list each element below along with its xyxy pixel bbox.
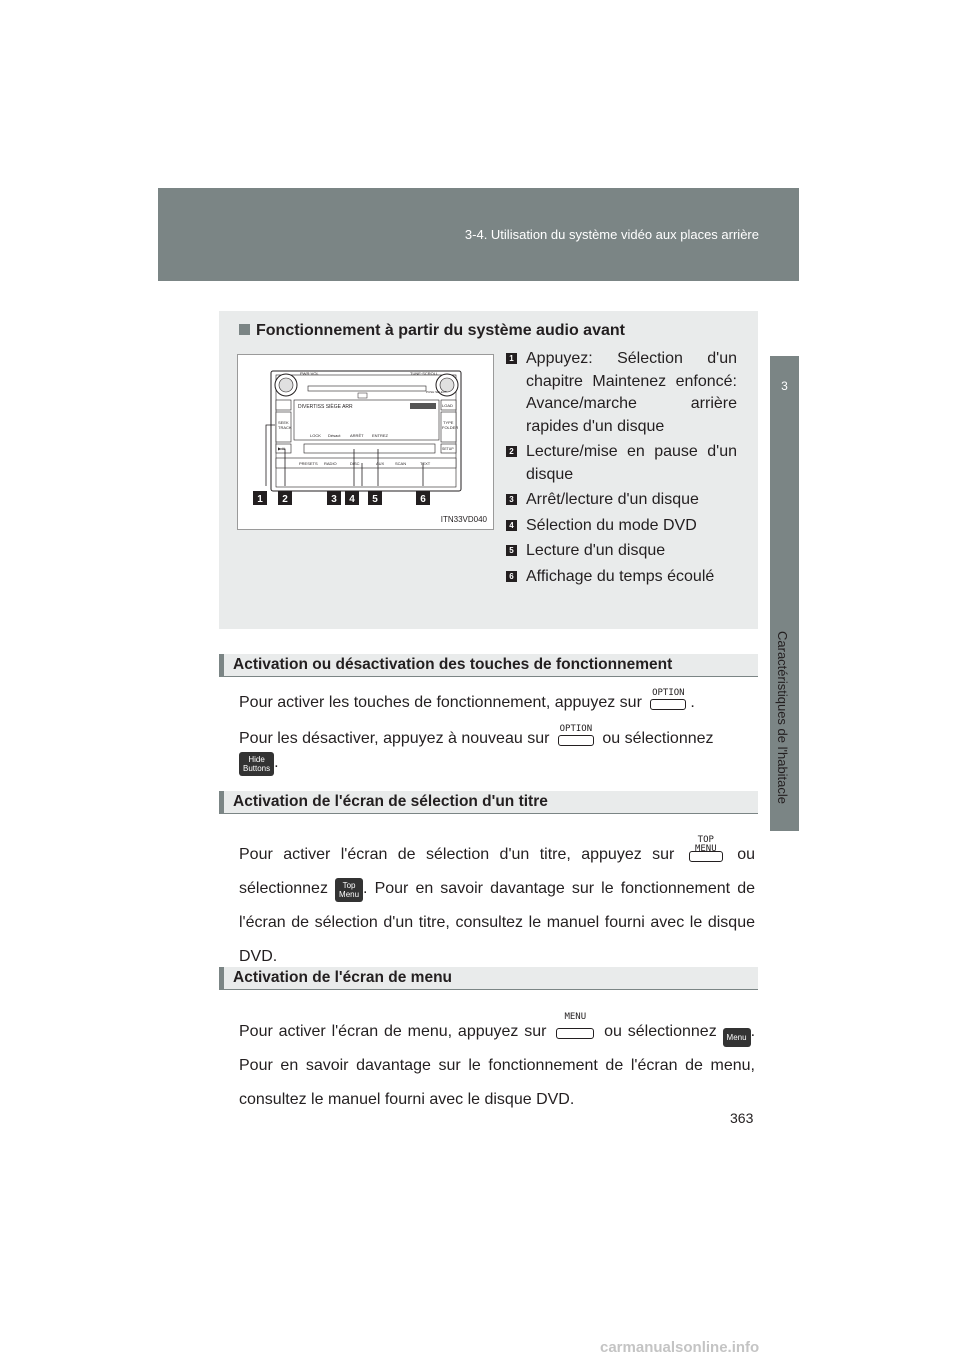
icon-label: OPTION: [559, 724, 593, 734]
svg-text:4: 4: [349, 494, 355, 505]
paragraph: [239, 1013, 755, 1117]
svg-text:1: 1: [257, 494, 263, 505]
icon-label: Menu: [339, 890, 360, 899]
icon-label: Hide: [248, 755, 265, 764]
fig-label-scan: SCAN: [395, 461, 407, 466]
side-tab-label-text: Caractéristiques de l'habitacle: [775, 631, 790, 805]
chapter-title: 3-4. Utilisation du système vidéo aux places arrière: [464, 227, 759, 242]
item-number: 6: [506, 571, 517, 582]
top-menu-icon: [335, 878, 363, 902]
fig-callout-3: [327, 491, 341, 505]
fig-callout-5: [368, 491, 382, 505]
menu-button-icon: [552, 1013, 598, 1039]
item-number: 2: [506, 446, 517, 457]
text-run: . Pour en savoir davantage sur le fonctionnement de l'écran de sélection d'un titre, consultez le manuel fourni avec le disque DVD.: [239, 880, 755, 965]
fig-label-text: TEXT: [420, 461, 431, 466]
svg-text:5: 5: [372, 494, 378, 505]
fig-label-aux: AUX: [376, 461, 385, 466]
item-text: Appuyez: Sélection d'un chapitre Maintenez enfoncé: Avance/marche arrière rapides d'un disque: [526, 350, 737, 435]
item-text: Affichage du temps écoulé: [526, 567, 715, 585]
figure-code: ITN33VD040: [440, 515, 487, 524]
item-text: Lecture d'un disque: [526, 542, 666, 559]
paragraph: [239, 725, 755, 776]
side-tab-number: 3: [781, 379, 788, 393]
fig-label-type: TYPE: [443, 420, 454, 425]
paragraph: [239, 836, 755, 974]
icon-label: Buttons: [243, 764, 271, 773]
section-heading-3: [219, 967, 758, 990]
list-item: [506, 515, 737, 538]
menu-icon: [723, 1028, 751, 1047]
item-number: 5: [506, 545, 517, 556]
fig-label-pwr: PWR·VOL: [300, 371, 319, 376]
option-button-icon: [554, 725, 598, 746]
option-button-icon: [646, 689, 690, 710]
fig-callout-6: [416, 491, 430, 505]
text-run: Pour activer les touches de fonctionnement, appuyez sur: [239, 694, 642, 711]
icon-label: TOP MENU: [694, 835, 717, 854]
text-run: ou sélectionnez: [604, 1023, 717, 1040]
list-item: [506, 441, 737, 486]
icon-label: MENU: [564, 1012, 587, 1022]
fig-label-disc: DISC: [350, 461, 360, 466]
chapter-header: [158, 188, 799, 281]
square-bullet-icon: [239, 324, 250, 335]
item-list: [506, 348, 737, 591]
info-box: [219, 311, 758, 629]
fig-callout-2: [278, 491, 292, 505]
audio-unit-figure: [237, 354, 494, 530]
svg-text:3: 3: [331, 494, 337, 505]
icon-label: OPTION: [652, 688, 685, 698]
fig-label-load: LOAD: [442, 403, 453, 408]
top-menu-button-icon: [685, 836, 727, 862]
fig-label-desact: Désact: [328, 433, 341, 438]
list-item: [506, 566, 737, 589]
box-title-text: Fonctionnement à partir du système audio avant: [256, 322, 625, 339]
text-run: . Pour en savoir davantage sur le fonctionnement de l'écran de menu, consultez le manuel fourni avec le disque DVD.: [239, 1023, 756, 1108]
fig-label-track: TRACK: [278, 425, 292, 430]
paragraph: [239, 689, 755, 715]
item-text: Sélection du mode DVD: [526, 516, 697, 534]
fig-label-folder: FOLDER: [442, 425, 459, 430]
list-item: [506, 540, 737, 563]
fig-label-presets: PRESETS: [299, 461, 318, 466]
section-heading-1: [219, 654, 758, 677]
svg-text:6: 6: [420, 494, 426, 505]
text-run: ou sélectionnez: [602, 730, 714, 747]
item-text: Lecture/mise en pause d'un disque: [526, 443, 737, 483]
fig-label-entrez: ENTREZ: [372, 433, 388, 438]
hide-buttons-icon: [239, 752, 274, 776]
svg-text:2: 2: [282, 494, 288, 505]
text-run: .: [274, 754, 279, 771]
section-title: Activation de l'écran de sélection d'un titre: [233, 793, 548, 810]
section-title: Activation de l'écran de menu: [233, 969, 453, 986]
fig-label-display: DIVERTISS SIÈGE ARR: [298, 404, 353, 410]
section-title: Activation ou désactivation des touches de fonctionnement: [233, 656, 673, 673]
side-tab-label: [770, 631, 794, 831]
page-number: 363: [730, 1110, 754, 1126]
icon-label: Top: [342, 881, 356, 890]
item-number: 4: [506, 520, 517, 531]
text-run: .: [690, 694, 695, 711]
fig-callout-1: [253, 491, 267, 505]
fig-label-tune: TUNE·SCROLL: [410, 371, 439, 376]
box-title: [239, 322, 625, 340]
list-item: [506, 348, 737, 438]
audio-unit-illustration: [238, 355, 493, 529]
text-run: Pour activer l'écran de menu, appuyez sur: [239, 1023, 547, 1040]
list-item: [506, 489, 737, 512]
fig-label-seek: SEEK: [278, 420, 289, 425]
fig-label-lock: LOCK: [310, 433, 321, 438]
text-run: Pour activer l'écran de sélection d'un titre, appuyez sur: [239, 846, 675, 863]
fig-callout-4: [345, 491, 359, 505]
text-run: Pour les désactiver, appuyez à nouveau sur: [239, 730, 550, 747]
icon-label: Menu: [726, 1033, 747, 1042]
fig-label-radio: RADIO: [324, 461, 337, 466]
fig-label-play: ▶·II: [278, 446, 285, 451]
watermark: carmanualsonline.info: [600, 1339, 760, 1356]
item-number: 1: [506, 353, 517, 364]
fig-label-push: PUSH SELECT: [426, 390, 447, 394]
text-run: ou sélectionnez: [239, 846, 756, 897]
item-text: Arrêt/lecture d'un disque: [526, 491, 699, 508]
section-heading-2: [219, 791, 758, 814]
item-number: 3: [506, 494, 517, 505]
fig-label-setup: SETUP: [442, 447, 454, 451]
fig-label-arret: ARRÊT: [350, 433, 364, 438]
